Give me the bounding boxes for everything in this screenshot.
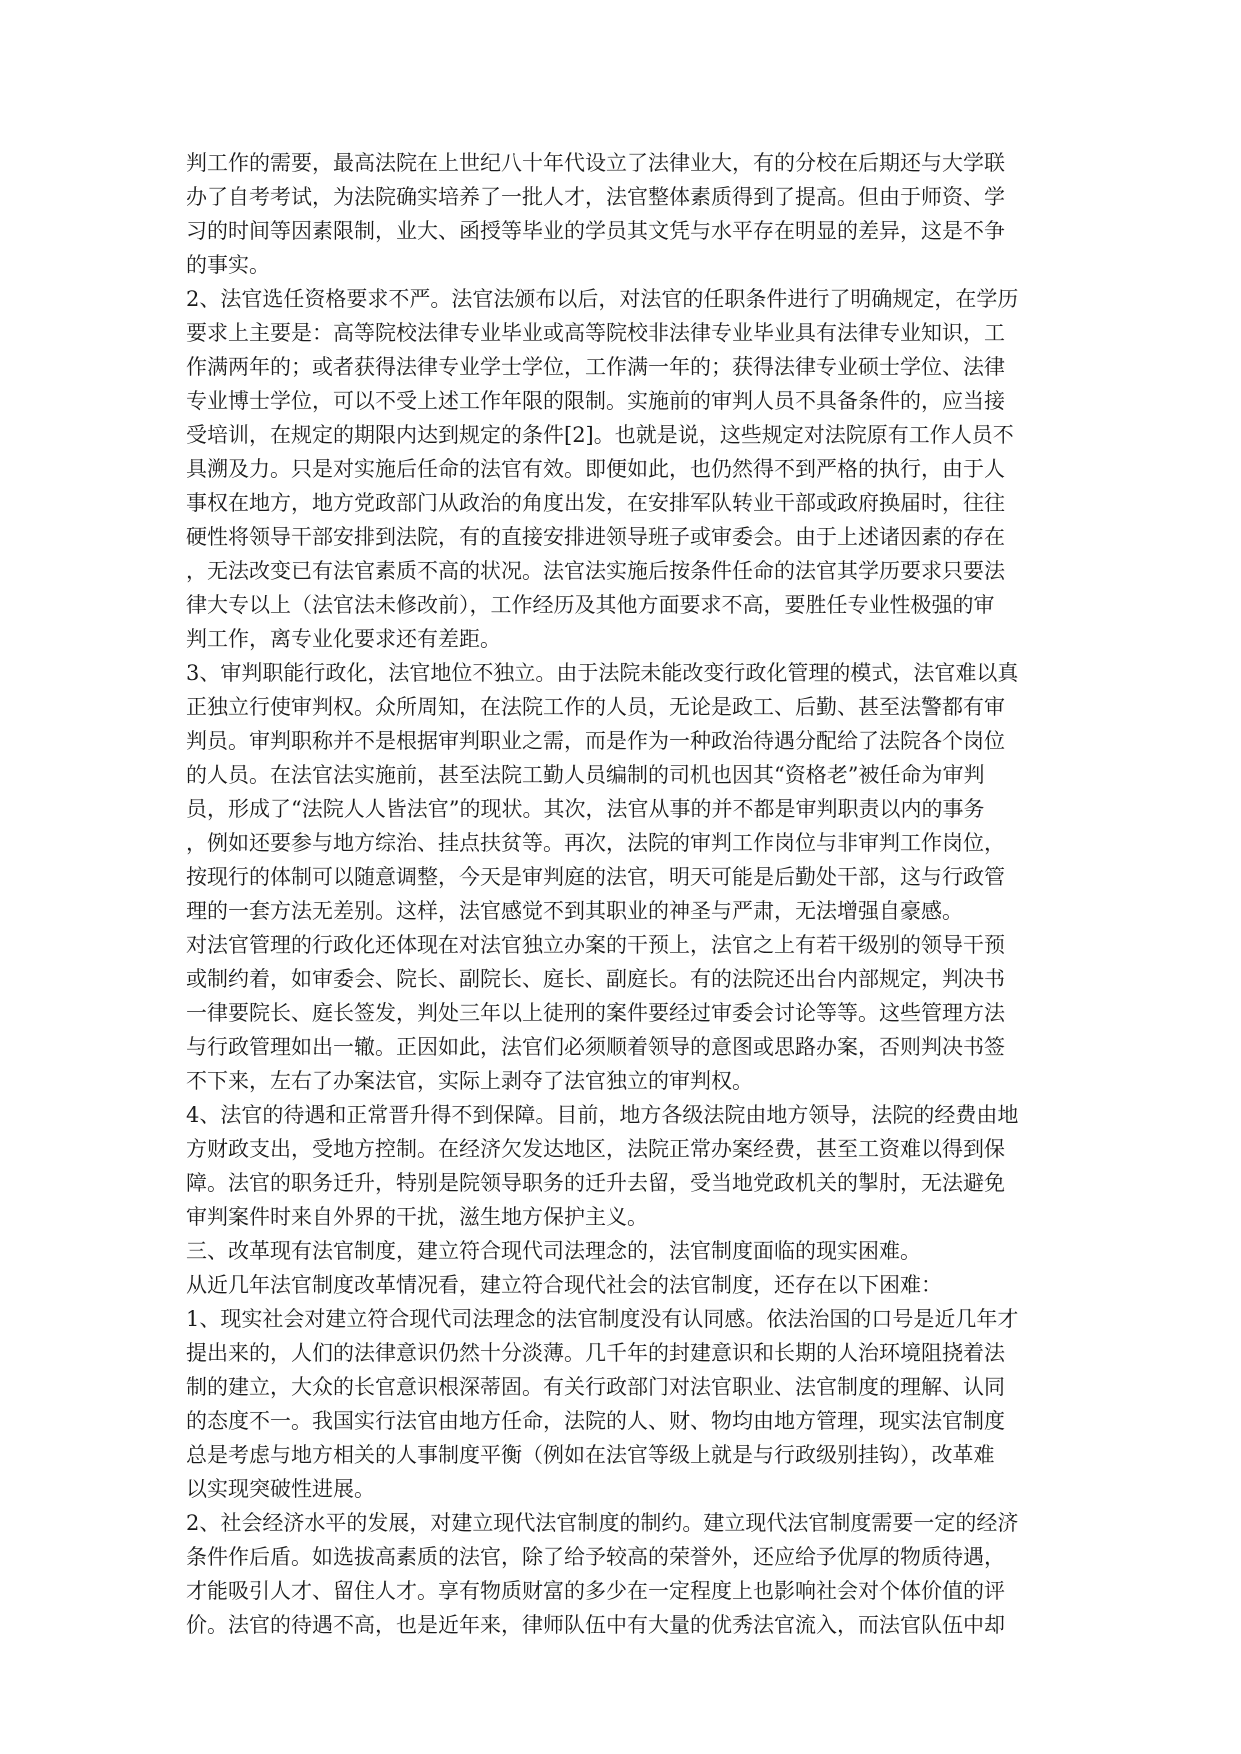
text-line: 对法官管理的行政化还体现在对法官独立办案的干预上，法官之上有若干级别的领导干预: [186, 933, 1005, 957]
text-line: 员，形成了“法院人人皆法官”的现状。其次，法官从事的并不都是审判职责以内的事务: [186, 797, 985, 821]
text-line: 要求上主要是：高等院校法律专业毕业或高等院校非法律专业毕业具有法律专业知识，工: [186, 321, 1005, 345]
text-line: 从近几年法官制度改革情况看，建立符合现代社会的法官制度，还存在以下困难：: [186, 1273, 942, 1297]
text-line: 4、法官的待遇和正常晋升得不到保障。目前，地方各级法院由地方领导，法院的经费由地: [186, 1103, 1019, 1127]
text-line: 受培训，在规定的期限内达到规定的条件[2]。也就是说，这些规定对法院原有工作人员不: [186, 423, 1014, 447]
text-line: 的人员。在法官法实施前，甚至法院工勤人员编制的司机也因其“资格老”被任命为审判: [186, 763, 985, 787]
text-line: 不下来，左右了办案法官，实际上剥夺了法官独立的审判权。: [186, 1069, 753, 1093]
text-line: ，无法改变已有法官素质不高的状况。法官法实施后按条件任命的法官其学历要求只要法: [186, 559, 1005, 583]
text-line: 1、现实社会对建立符合现代司法理念的法官制度没有认同感。依法治国的口号是近几年才: [186, 1307, 1019, 1331]
text-line: 判工作，离专业化要求还有差距。: [186, 627, 501, 651]
text-line: 提出来的，人们的法律意识仍然十分淡薄。几千年的封建意识和长期的人治环境阻挠着法: [186, 1341, 1005, 1365]
document-body: [186, 146, 1062, 1642]
text-line: 与行政管理如出一辙。正因如此，法官们必须顺着领导的意图或思路办案，否则判决书签: [186, 1035, 1005, 1059]
text-line: 2、社会经济水平的发展，对建立现代法官制度的制约。建立现代法官制度需要一定的经济: [186, 1511, 1019, 1535]
text-line: 或制约着，如审委会、院长、副院长、庭长、副庭长。有的法院还出台内部规定，判决书: [186, 967, 1005, 991]
text-line: 一律要院长、庭长签发，判处三年以上徒刑的案件要经过审委会讨论等等。这些管理方法: [186, 1001, 1005, 1025]
text-line: 理的一套方法无差别。这样，法官感觉不到其职业的神圣与严肃，无法增强自豪感。: [186, 899, 963, 923]
text-line: 制的建立，大众的长官意识根深蒂固。有关行政部门对法官职业、法官制度的理解、认同: [186, 1375, 1005, 1399]
text-line: 方财政支出，受地方控制。在经济欠发达地区，法院正常办案经费，甚至工资难以得到保: [186, 1137, 1005, 1161]
text-line: 正独立行使审判权。众所周知，在法院工作的人员，无论是政工、后勤、甚至法警都有审: [186, 695, 1005, 719]
text-line: 条件作后盾。如选拔高素质的法官，除了给予较高的荣誉外，还应给予优厚的物质待遇，: [186, 1545, 1005, 1569]
text-line: 习的时间等因素限制，业大、函授等毕业的学员其文凭与水平存在明显的差异，这是不争: [186, 219, 1005, 243]
text-line: 按现行的体制可以随意调整，今天是审判庭的法官，明天可能是后勤处干部，这与行政管: [186, 865, 1005, 889]
text-line: ，例如还要参与地方综治、挂点扶贫等。再次，法院的审判工作岗位与非审判工作岗位，: [186, 831, 1005, 855]
text-line: 3、审判职能行政化，法官地位不独立。由于法院未能改变行政化管理的模式，法官难以真: [186, 661, 1019, 685]
text-line: 判员。审判职称并不是根据审判职业之需，而是作为一种政治待遇分配给了法院各个岗位: [186, 729, 1005, 753]
text-line: 的态度不一。我国实行法官由地方任命，法院的人、财、物均由地方管理，现实法官制度: [186, 1409, 1005, 1433]
text-line: 才能吸引人才、留住人才。享有物质财富的多少在一定程度上也影响社会对个体价值的评: [186, 1579, 1005, 1603]
text-line: 2、法官选任资格要求不严。法官法颁布以后，对法官的任职条件进行了明确规定，在学历: [186, 287, 1019, 311]
text-line: 审判案件时来自外界的干扰，滋生地方保护主义。: [186, 1205, 648, 1229]
text-line: 障。法官的职务迁升，特别是院领导职务的迁升去留，受当地党政机关的掣肘，无法避免: [186, 1171, 1005, 1195]
text-line: 总是考虑与地方相关的人事制度平衡（例如在法官等级上就是与行政级别挂钩），改革难: [186, 1443, 995, 1467]
text-line: 判工作的需要，最高法院在上世纪八十年代设立了法律业大，有的分校在后期还与大学联: [186, 151, 1005, 175]
text-line: 硬性将领导干部安排到法院，有的直接安排进领导班子或审委会。由于上述诸因素的存在: [186, 525, 1005, 549]
text-line: 作满两年的；或者获得法律专业学士学位，工作满一年的；获得法律专业硕士学位、法律: [186, 355, 1005, 379]
text-line: 价。法官的待遇不高，也是近年来，律师队伍中有大量的优秀法官流入，而法官队伍中却: [186, 1613, 1005, 1637]
text-line: 律大专以上（法官法未修改前），工作经历及其他方面要求不高，要胜任专业性极强的审: [186, 593, 995, 617]
text-line: 具溯及力。只是对实施后任命的法官有效。即便如此，也仍然得不到严格的执行，由于人: [186, 457, 1005, 481]
text-line: 专业博士学位，可以不受上述工作年限的限制。实施前的审判人员不具备条件的，应当接: [186, 389, 1005, 413]
text-line: 事权在地方，地方党政部门从政治的角度出发，在安排军队转业干部或政府换届时，往往: [186, 491, 1005, 515]
text-line: 的事实。: [186, 253, 270, 277]
text-line: 以实现突破性进展。: [186, 1477, 375, 1501]
text-line: 三、改革现有法官制度，建立符合现代司法理念的，法官制度面临的现实困难。: [186, 1239, 921, 1263]
text-line: 办了自考考试，为法院确实培养了一批人才，法官整体素质得到了提高。但由于师资、学: [186, 185, 1005, 209]
